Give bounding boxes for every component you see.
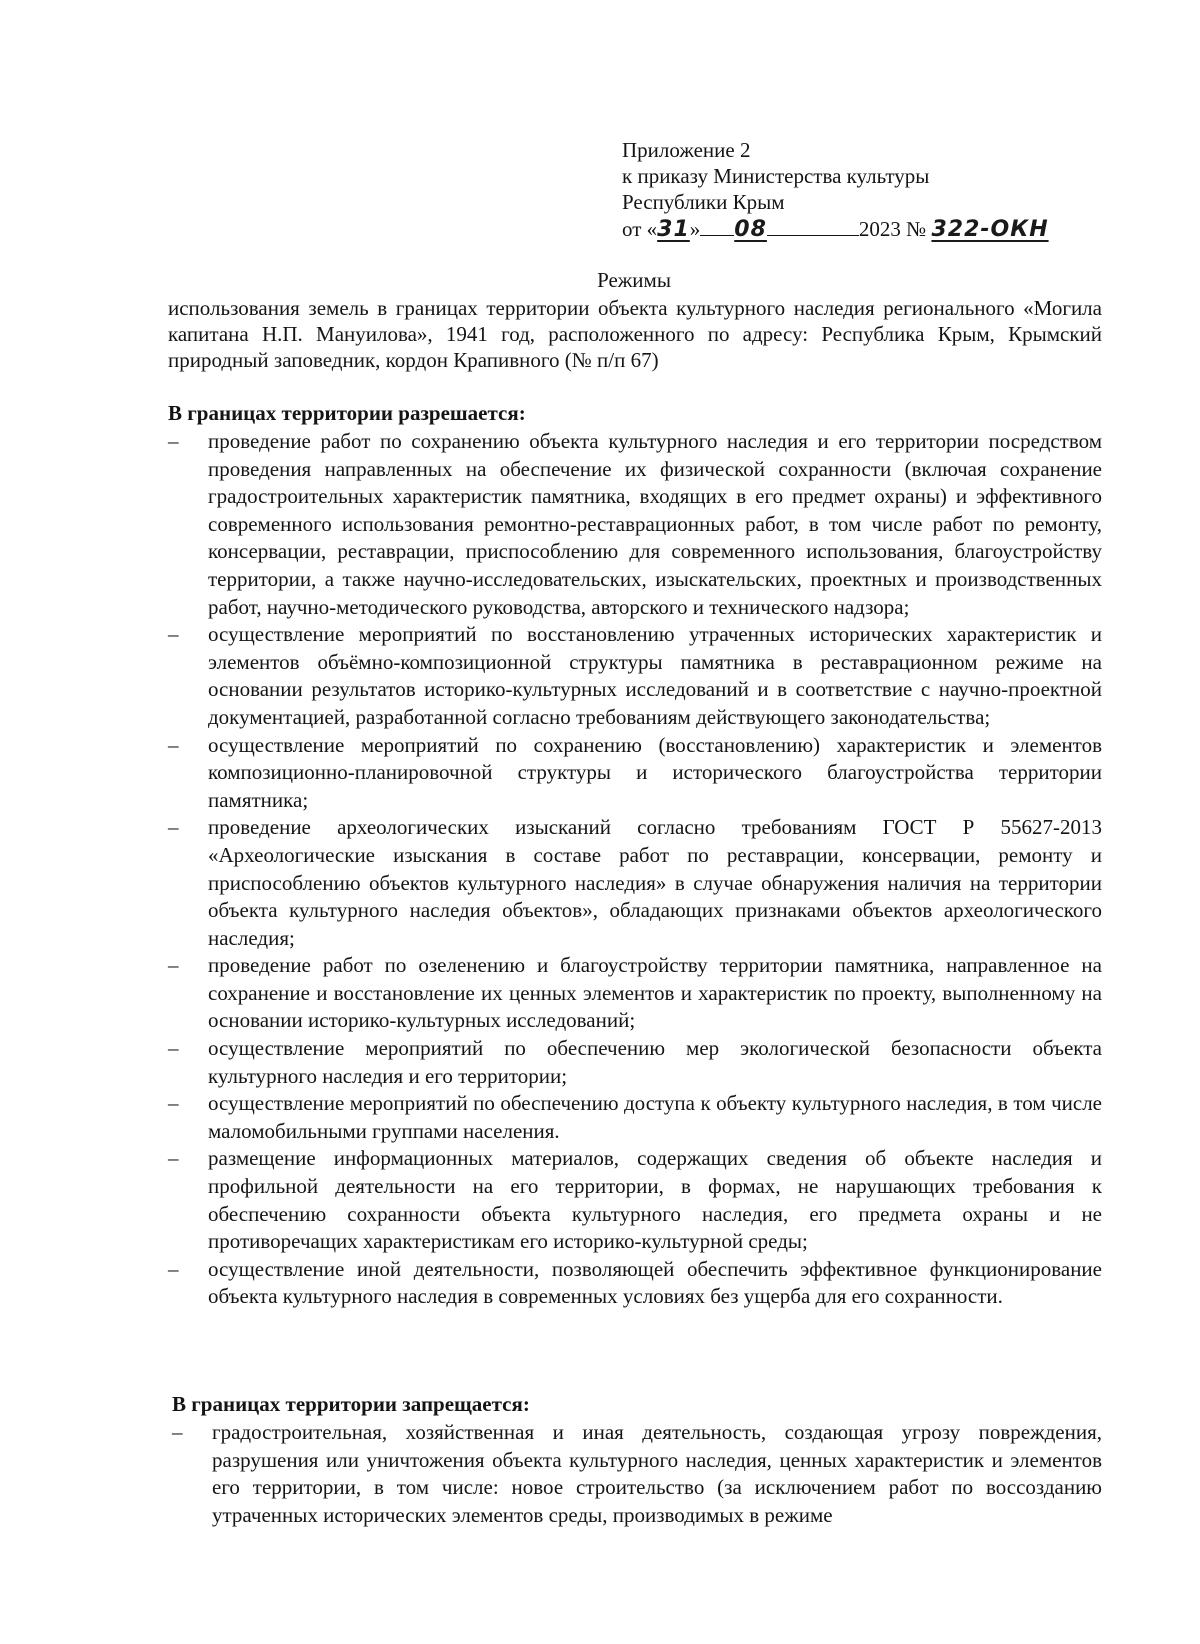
appendix-header	[622, 137, 1049, 243]
list-item-text: осуществление мероприятий по обеспечению мер экологической безопасности объекта культурного наследия и его территории;	[208, 1036, 1102, 1088]
handwritten-day: 31	[657, 217, 690, 242]
handwritten-order-number: 322-ОКН	[931, 217, 1049, 242]
blank-line	[700, 215, 734, 236]
forbidden-section	[172, 1391, 1102, 1529]
list-item	[168, 1035, 1102, 1090]
dash-bullet: –	[168, 1146, 179, 1171]
appendix-number: Приложение 2	[622, 138, 751, 162]
forbidden-list	[172, 1419, 1102, 1529]
order-reference: к приказу Министерства культуры	[622, 164, 930, 188]
list-item-text: осуществление мероприятий по восстановлению утраченных исторических характеристик и элементов объёмно-композиционной структуры памятника в реставрационном режиме на основании результатов историко-культурных исследований и в соответствие с научно-проектной документацией, разработанной согласно требованиям действующего законодательства;	[208, 622, 1102, 729]
list-item	[168, 1145, 1102, 1255]
dash-bullet: –	[168, 732, 179, 757]
allowed-section	[168, 400, 1102, 1311]
dash-bullet: –	[168, 953, 179, 978]
list-item-text: проведение работ по сохранению объекта культурного наследия и его территории посредством проведения направленных на обеспечение их физической сохранности (включая сохранение градостроительных характеристик памятника, входящих в его предмет охраны) и эффективного современного использования ремонтно-реставрационных работ, в том числе работ по ремонту, консервации, реставрации, приспособлению для современного использования, благоустройству территории, а также научно-исследовательских, изыскательских, проектных и производственных работ, научно-методического руководства, авторского и технического надзора;	[208, 429, 1102, 619]
list-item	[168, 1256, 1102, 1311]
list-item-text: градостроительная, хозяйственная и иная деятельность, создающая угрозу повреждения, разрушения или уничтожения объекта культурного наследия, ценных характеристик и элементов его территории, в том числе: новое строительство (за исключением работ по воссозданию утраченных исторических элементов среды, производимых в режиме	[212, 1420, 1102, 1527]
dash-bullet: –	[168, 622, 179, 647]
dash-bullet: –	[172, 1420, 183, 1444]
document-subject: использования земель в границах территории объекта культурного наследия регионального «Могила капитана Н.П. Мануилова», 1941 год, расположенного по адресу: Республика Крым, Крымский природный заповедник, кордон Крапивного (№ п/п 67)	[168, 296, 1102, 372]
date-prefix: от «	[622, 217, 658, 241]
handwritten-month: 08	[734, 217, 767, 242]
list-item-text: проведение работ по озеленению и благоустройству территории памятника, направленное на сохранение и восстановление их ценных элементов и характеристик по проекту, выполненному на основании историко-культурных исследований;	[208, 953, 1102, 1033]
list-item	[168, 1090, 1102, 1145]
date-mid: »	[689, 217, 701, 241]
republic-name: Республики Крым	[622, 190, 785, 214]
list-item	[168, 732, 1102, 815]
dash-bullet: –	[168, 429, 179, 453]
forbidden-heading: В границах территории запрещается:	[172, 1392, 530, 1416]
dash-bullet: –	[168, 1091, 179, 1116]
dash-bullet: –	[168, 1256, 179, 1281]
document-title: Режимы	[597, 268, 671, 292]
dash-bullet: –	[168, 1036, 179, 1061]
list-item	[168, 621, 1102, 731]
list-item	[168, 428, 1102, 621]
list-item	[168, 814, 1102, 952]
list-item	[168, 952, 1102, 1035]
list-item-text: проведение археологических изысканий согласно требованиям ГОСТ Р 55627-2013 «Археологические изыскания в составе работ по реставрации, консервации, ремонту и приспособлению объектов культурного наследия» в случае обнаружения наличия на территории объекта культурного наследия объектов», обладающих признаками объектов археологического наследия;	[208, 815, 1102, 950]
dash-bullet: –	[168, 815, 179, 840]
order-year: 2023 №	[858, 217, 927, 241]
allowed-heading: В границах территории разрешается:	[168, 401, 526, 425]
list-item-text: размещение информационных материалов, содержащих сведения об объекте наследия и профильной деятельности на его территории, в формах, не нарушающих требования к обеспечению сохранности объекта культурного наследия, его предмета охраны и не противоречащих характеристикам его историко-культурной среды;	[208, 1146, 1102, 1254]
order-date-line	[622, 215, 1049, 243]
list-item	[172, 1419, 1102, 1529]
allowed-list	[168, 428, 1102, 1311]
list-item-text: осуществление мероприятий по сохранению (восстановлению) характеристик и элементов композиционно-планировочной структуры и исторического благоустройства территории памятника;	[208, 732, 1102, 812]
blank-line	[767, 215, 859, 236]
list-item-text: осуществление мероприятий по обеспечению доступа к объекту культурного наследия, в том числе маломобильными группами населения.	[208, 1091, 1102, 1143]
list-item-text: осуществление иной деятельности, позволяющей обеспечить эффективное функционирование объекта культурного наследия в современных условиях без ущерба для его сохранности.	[208, 1256, 1102, 1309]
